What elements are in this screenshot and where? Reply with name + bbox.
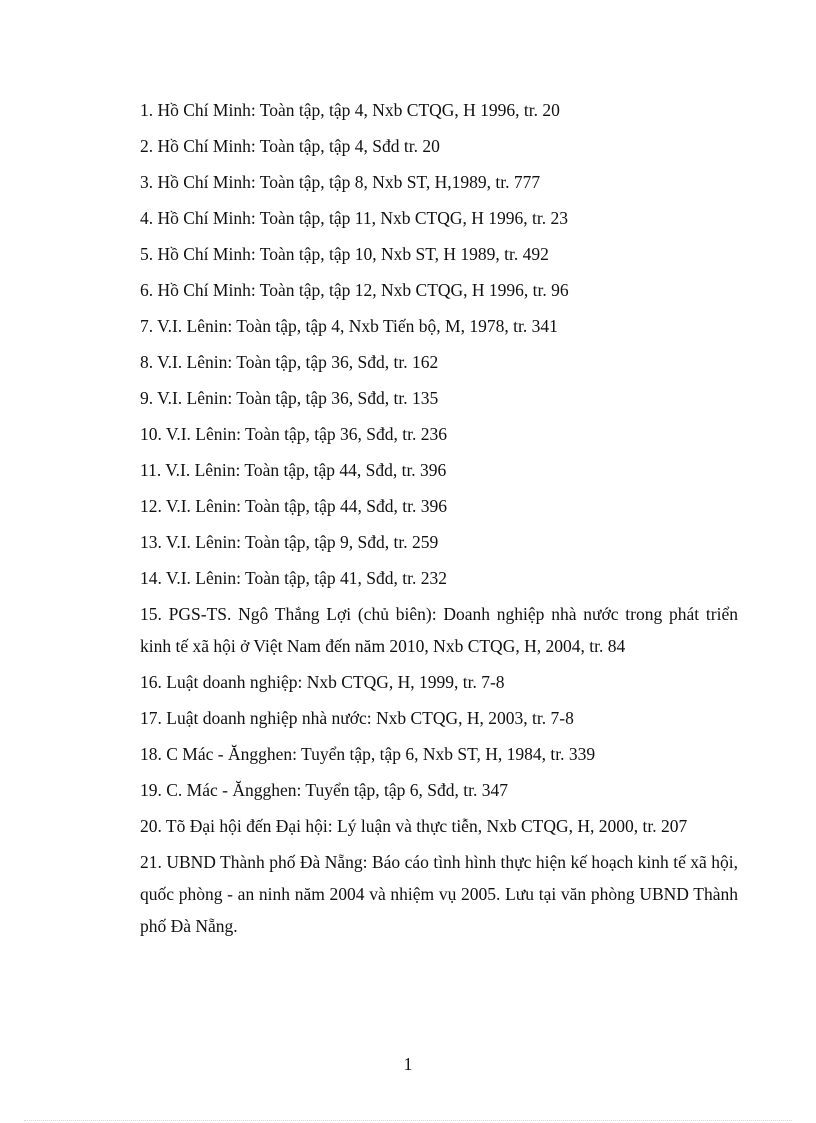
reference-item: 7. V.I. Lênin: Toàn tập, tập 4, Nxb Tiến bộ, M, 1978, tr. 341: [140, 316, 558, 336]
reference-item: 13. V.I. Lênin: Toàn tập, tập 9, Sđd, tr. 259: [140, 532, 439, 552]
page-bottom-divider: [24, 1120, 792, 1121]
reference-item: 4. Hồ Chí Minh: Toàn tập, tập 11, Nxb CTQG, H 1996, tr. 23: [140, 208, 568, 228]
reference-item: 6. Hồ Chí Minh: Toàn tập, tập 12, Nxb CTQG, H 1996, tr. 96: [140, 280, 569, 300]
page-number: 1: [403, 1054, 413, 1074]
reference-item: 18. C Mác - Ăngghen: Tuyển tập, tập 6, Nxb ST, H, 1984, tr. 339: [140, 744, 596, 764]
reference-item: 17. Luật doanh nghiệp nhà nước: Nxb CTQG, H, 2003, tr. 7-8: [140, 708, 574, 728]
reference-item: 1. Hồ Chí Minh: Toàn tập, tập 4, Nxb CTQG, H 1996, tr. 20: [140, 100, 560, 120]
reference-item: 20. Tõ Đại hội đến Đại hội: Lý luận và thực tiễn, Nxb CTQG, H, 2000, tr. 207: [140, 816, 688, 836]
reference-item: 9. V.I. Lênin: Toàn tập, tập 36, Sđd, tr. 135: [140, 388, 439, 408]
reference-item: 14. V.I. Lênin: Toàn tập, tập 41, Sđd, tr. 232: [140, 568, 447, 588]
reference-item: 19. C. Mác - Ăngghen: Tuyển tập, tập 6, Sđd, tr. 347: [140, 780, 508, 800]
reference-item: 10. V.I. Lênin: Toàn tập, tập 36, Sđd, tr. 236: [140, 424, 447, 444]
reference-item: 12. V.I. Lênin: Toàn tập, tập 44, Sđd, tr. 396: [140, 496, 447, 516]
reference-item: 11. V.I. Lênin: Toàn tập, tập 44, Sđd, tr. 396: [140, 460, 447, 480]
reference-list: [140, 94, 738, 946]
reference-item: 2. Hồ Chí Minh: Toàn tập, tập 4, Sđd tr. 20: [140, 136, 440, 156]
reference-item: 8. V.I. Lênin: Toàn tập, tập 36, Sđd, tr. 162: [140, 352, 439, 372]
reference-item: 15. PGS-TS. Ngô Thắng Lợi (chủ biên): Doanh nghiệp nhà nước trong phát triển kinh tế xã hội ở Việt Nam đến năm 2010, Nxb CTQG, H, 2004, tr. 84: [140, 604, 738, 656]
reference-item: 21. UBND Thành phố Đà Nẵng: Báo cáo tình hình thực hiện kế hoạch kinh tế xã hội, quốc phòng - an ninh năm 2004 và nhiệm vụ 2005. Lưu tại văn phòng UBND Thành phố Đà Nẵng.: [140, 852, 738, 936]
reference-item: 5. Hồ Chí Minh: Toàn tập, tập 10, Nxb ST, H 1989, tr. 492: [140, 244, 549, 264]
reference-item: 16. Luật doanh nghiệp: Nxb CTQG, H, 1999, tr. 7-8: [140, 672, 505, 692]
reference-item: 3. Hồ Chí Minh: Toàn tập, tập 8, Nxb ST, H,1989, tr. 777: [140, 172, 541, 192]
